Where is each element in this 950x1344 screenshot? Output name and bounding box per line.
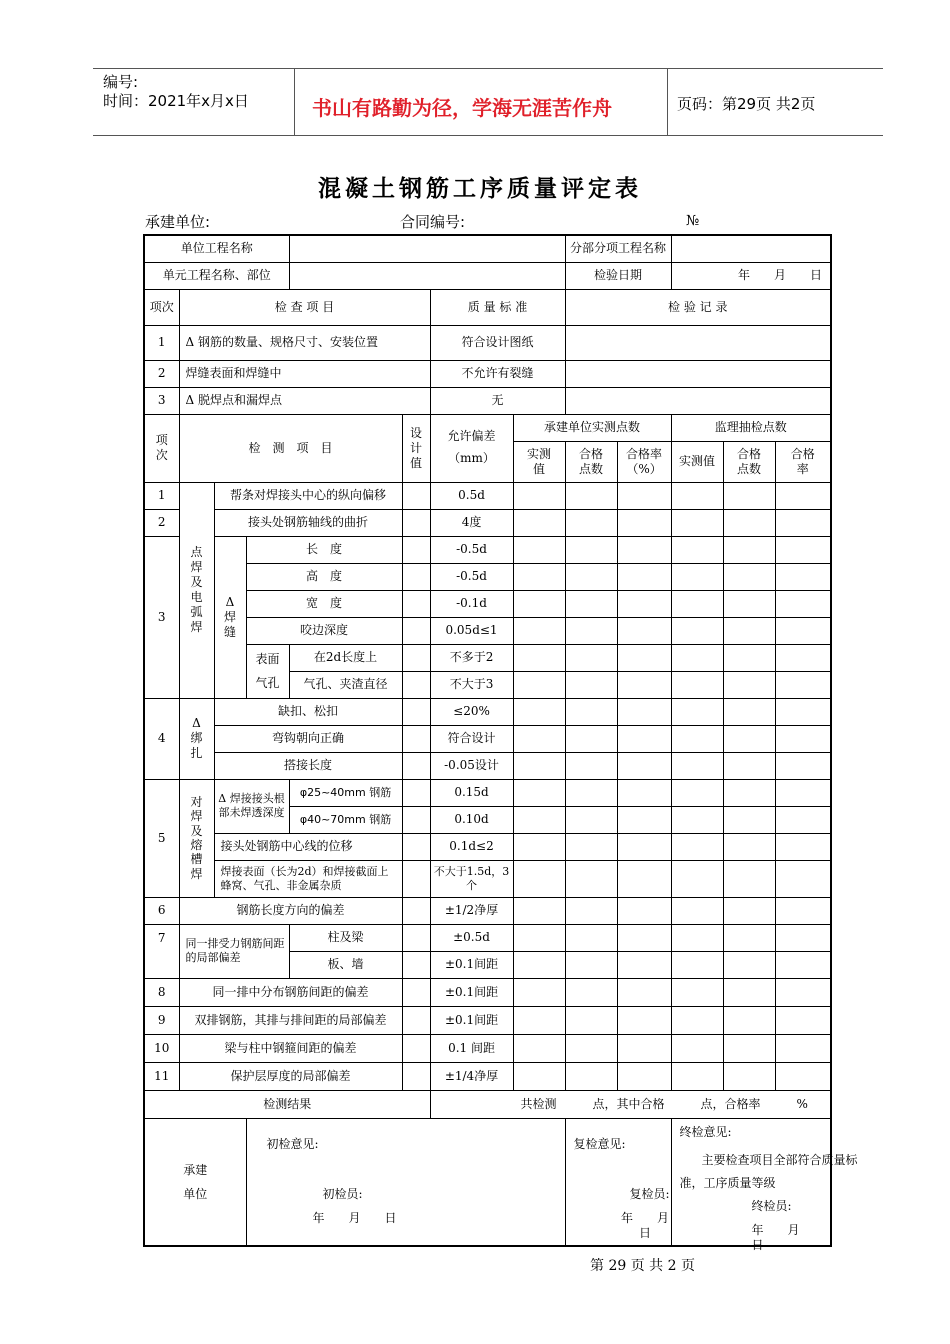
measure-header-contractor: 承建单位实测点数 <box>513 414 671 441</box>
contract-no-label: 合同编号: <box>400 213 466 231</box>
measure-item: 保护层厚度的局部偏差 <box>179 1062 402 1090</box>
check-row-standard: 符合设计图纸 <box>430 325 565 360</box>
design-value[interactable] <box>402 1006 430 1034</box>
row-no: 5 <box>144 779 179 897</box>
row-no: 2 <box>144 509 179 536</box>
design-value[interactable] <box>402 725 430 752</box>
result-label: 检测结果 <box>144 1090 430 1118</box>
final-date: 年 月 日 <box>751 1222 824 1252</box>
sub-project-value[interactable] <box>671 235 831 262</box>
tolerance: 0.05d≤1 <box>430 617 513 644</box>
measure-item: 梁与柱中钢箍间距的偏差 <box>179 1034 402 1062</box>
measure-header-item-no: 项 次 <box>144 414 179 482</box>
measure-item: 长 度 <box>246 536 402 563</box>
measure-item: 帮条对焊接头中心的纵向偏移 <box>214 482 402 509</box>
evaluation-table <box>143 234 858 1252</box>
number-symbol: № <box>686 213 700 229</box>
header-quality-standard: 质 量 标 准 <box>430 289 565 325</box>
header-bottom-rule <box>93 135 883 136</box>
tolerance: ±1/4净厚 <box>430 1062 513 1090</box>
tolerance: ±0.1间距 <box>430 1006 513 1034</box>
measure-item: 钢筋长度方向的偏差 <box>179 897 402 924</box>
design-value[interactable] <box>402 590 430 617</box>
page-title: 混凝土钢筋工序质量评定表 <box>318 175 642 202</box>
pore-sublabel: 表面 气孔 <box>246 644 289 698</box>
design-value[interactable] <box>402 482 430 509</box>
design-value[interactable] <box>402 644 430 671</box>
root-penetration-label: Δ 焊接接头根部未焊透深度 <box>214 779 289 833</box>
unit-project-value[interactable] <box>289 235 565 262</box>
check-row-record[interactable] <box>565 325 831 360</box>
design-value[interactable] <box>402 698 430 725</box>
design-value[interactable] <box>402 806 430 833</box>
tolerance: 0.10d <box>430 806 513 833</box>
tolerance: 4度 <box>430 509 513 536</box>
tolerance: -0.05设计 <box>430 752 513 779</box>
row-no: 8 <box>144 978 179 1006</box>
measure-header-supervisor: 监理抽检点数 <box>671 414 831 441</box>
measure-item: φ40~70mm 钢筋 <box>289 806 402 833</box>
first-check-cell[interactable] <box>246 1118 565 1246</box>
col-measured-2: 实测值 <box>671 441 723 482</box>
time-label: 时间：2021年x月x日 <box>103 92 249 110</box>
design-value[interactable] <box>402 924 430 951</box>
recheck-opinion-label: 复检意见: <box>573 1136 626 1151</box>
measure-item: 缺扣、松扣 <box>214 698 402 725</box>
check-row-record[interactable] <box>565 360 831 387</box>
first-date: 年 月 日 <box>312 1210 397 1225</box>
tolerance: ±0.1间距 <box>430 978 513 1006</box>
tolerance: 不大于1.5d，3个 <box>430 860 513 897</box>
measure-item: 宽 度 <box>246 590 402 617</box>
header-divider <box>294 69 295 136</box>
check-row-no: 1 <box>144 325 179 360</box>
tolerance: -0.1d <box>430 590 513 617</box>
tolerance: 不多于2 <box>430 644 513 671</box>
col-qualified-points: 合格 点数 <box>565 441 617 482</box>
tolerance: ±0.5d <box>430 924 513 951</box>
measure-item: 接头处钢筋中心线的位移 <box>214 833 402 860</box>
measure-item: 搭接长度 <box>214 752 402 779</box>
measure-item: 咬边深度 <box>246 617 402 644</box>
design-value[interactable] <box>402 536 430 563</box>
row-no: 6 <box>144 897 179 924</box>
tolerance: 0.1d≤2 <box>430 833 513 860</box>
measure-item: 焊接表面（长为2d）和焊接截面上蜂窝、气孔、非金属杂质 <box>214 860 402 897</box>
element-project-label: 单元工程名称、部位 <box>144 262 289 289</box>
motto: 书山有路勤为径，学海无涯苦作舟 <box>312 96 612 120</box>
design-value[interactable] <box>402 752 430 779</box>
measure-item: φ25~40mm 钢筋 <box>289 779 402 806</box>
col-rate: 合格率 （%） <box>617 441 671 482</box>
row-no: 4 <box>144 698 179 779</box>
measure-item: 接头处钢筋轴线的曲折 <box>214 509 402 536</box>
tolerance: -0.5d <box>430 536 513 563</box>
recheck-cell[interactable] <box>565 1118 694 1246</box>
row-no: 7 <box>144 924 179 978</box>
tolerance: ≤20% <box>430 698 513 725</box>
tolerance: ±0.1间距 <box>430 951 513 978</box>
sign-unit-label: 承建 单位 <box>144 1118 246 1246</box>
header-inspect-record: 检 验 记 录 <box>565 289 831 325</box>
design-value[interactable] <box>402 1034 430 1062</box>
design-value[interactable] <box>402 563 430 590</box>
design-value[interactable] <box>402 617 430 644</box>
design-value[interactable] <box>402 833 430 860</box>
final-opinion-text: 主要检查项目全部符合质量标准，工序质量等级 <box>679 1152 858 1190</box>
check-row-item: Δ 钢筋的数量、规格尺寸、安装位置 <box>179 325 430 360</box>
row-no: 9 <box>144 1006 179 1034</box>
inspect-date-label: 检验日期 <box>565 262 671 289</box>
header-top-rule <box>93 68 883 69</box>
weld-sublabel: Δ 焊 缝 <box>214 536 246 698</box>
check-row-item: 焊缝表面和焊缝中 <box>179 360 430 387</box>
measure-item: 气孔、夹渣直径 <box>289 671 402 698</box>
group-label-spot-arc-welding: 点 焊 及 电 弧 焊 <box>179 482 214 698</box>
check-row-standard: 不允许有裂缝 <box>430 360 565 387</box>
row-no: 3 <box>144 536 179 698</box>
col-qualified-points-2: 合格 点数 <box>723 441 775 482</box>
unit-project-label: 单位工程名称 <box>144 235 289 262</box>
measure-item: 柱及梁 <box>289 924 402 951</box>
tolerance: 0.1 间距 <box>430 1034 513 1062</box>
contractor-label: 承建单位: <box>145 213 211 231</box>
tolerance: 符合设计 <box>430 725 513 752</box>
group-label-butt-welding: 对 焊 及 熔 槽 焊 <box>179 779 214 897</box>
design-value[interactable] <box>402 978 430 1006</box>
measure-header-tolerance: 允许偏差 （mm） <box>430 414 513 482</box>
design-value[interactable] <box>402 951 430 978</box>
first-opinion-label: 初检意见: <box>266 1136 319 1151</box>
row-no: 11 <box>144 1062 179 1090</box>
measure-item: 在2d长度上 <box>289 644 402 671</box>
header-divider <box>667 69 668 136</box>
group-label-binding: Δ 绑 扎 <box>179 698 214 779</box>
tolerance: 不大于3 <box>430 671 513 698</box>
measure-item: 高 度 <box>246 563 402 590</box>
col-rate-2: 合格 率 <box>775 441 831 482</box>
group-label-spacing: 同一排受力钢筋间距的局部偏差 <box>179 924 289 978</box>
tolerance: ±1/2净厚 <box>430 897 513 924</box>
sub-project-label: 分部分项工程名称 <box>565 235 671 262</box>
recheck-date: 年 月 日 <box>621 1210 694 1240</box>
tolerance: -0.5d <box>430 563 513 590</box>
row-no: 1 <box>144 482 179 509</box>
page-footer: 第 29 页 共 2 页 <box>590 1258 695 1274</box>
col-measured: 实测 值 <box>513 441 565 482</box>
row-no: 10 <box>144 1034 179 1062</box>
tolerance: 0.15d <box>430 779 513 806</box>
measure-item: 板、墙 <box>289 951 402 978</box>
check-row-no: 3 <box>144 387 179 414</box>
final-check-cell[interactable] <box>671 1118 858 1252</box>
recheck-inspector-label: 复检员: <box>629 1186 670 1201</box>
serial-label: 编号: <box>103 73 139 91</box>
measure-item: 弯钩朝向正确 <box>214 725 402 752</box>
tolerance: 0.5d <box>430 482 513 509</box>
design-value[interactable] <box>402 860 430 897</box>
measure-item: 双排钢筋，其排与排间距的局部偏差 <box>179 1006 402 1034</box>
design-value[interactable] <box>402 1062 430 1090</box>
design-value[interactable] <box>402 897 430 924</box>
measure-item: 同一排中分布钢筋间距的偏差 <box>179 978 402 1006</box>
measure-header-design: 设 计 值 <box>402 414 430 482</box>
measure-header-item: 检 测 项 目 <box>179 414 402 482</box>
final-inspector-label: 终检员: <box>751 1198 792 1213</box>
final-opinion-label: 终检意见: <box>679 1124 732 1139</box>
design-value[interactable] <box>402 509 430 536</box>
element-project-value[interactable] <box>289 262 565 289</box>
check-row-record[interactable] <box>565 387 831 414</box>
check-row-item: Δ 脱焊点和漏焊点 <box>179 387 430 414</box>
result-text: 共检测 点，其中合格 点，合格率 % <box>430 1090 831 1118</box>
design-value[interactable] <box>402 671 430 698</box>
header-check-item: 检 查 项 目 <box>179 289 430 325</box>
check-row-standard: 无 <box>430 387 565 414</box>
page-label: 页码：第29页 共2页 <box>677 95 816 113</box>
design-value[interactable] <box>402 779 430 806</box>
header-item-no: 项次 <box>144 289 179 325</box>
inspect-date-value[interactable]: 年 月 日 <box>671 262 831 289</box>
first-inspector-label: 初检员: <box>322 1186 363 1201</box>
check-row-no: 2 <box>144 360 179 387</box>
